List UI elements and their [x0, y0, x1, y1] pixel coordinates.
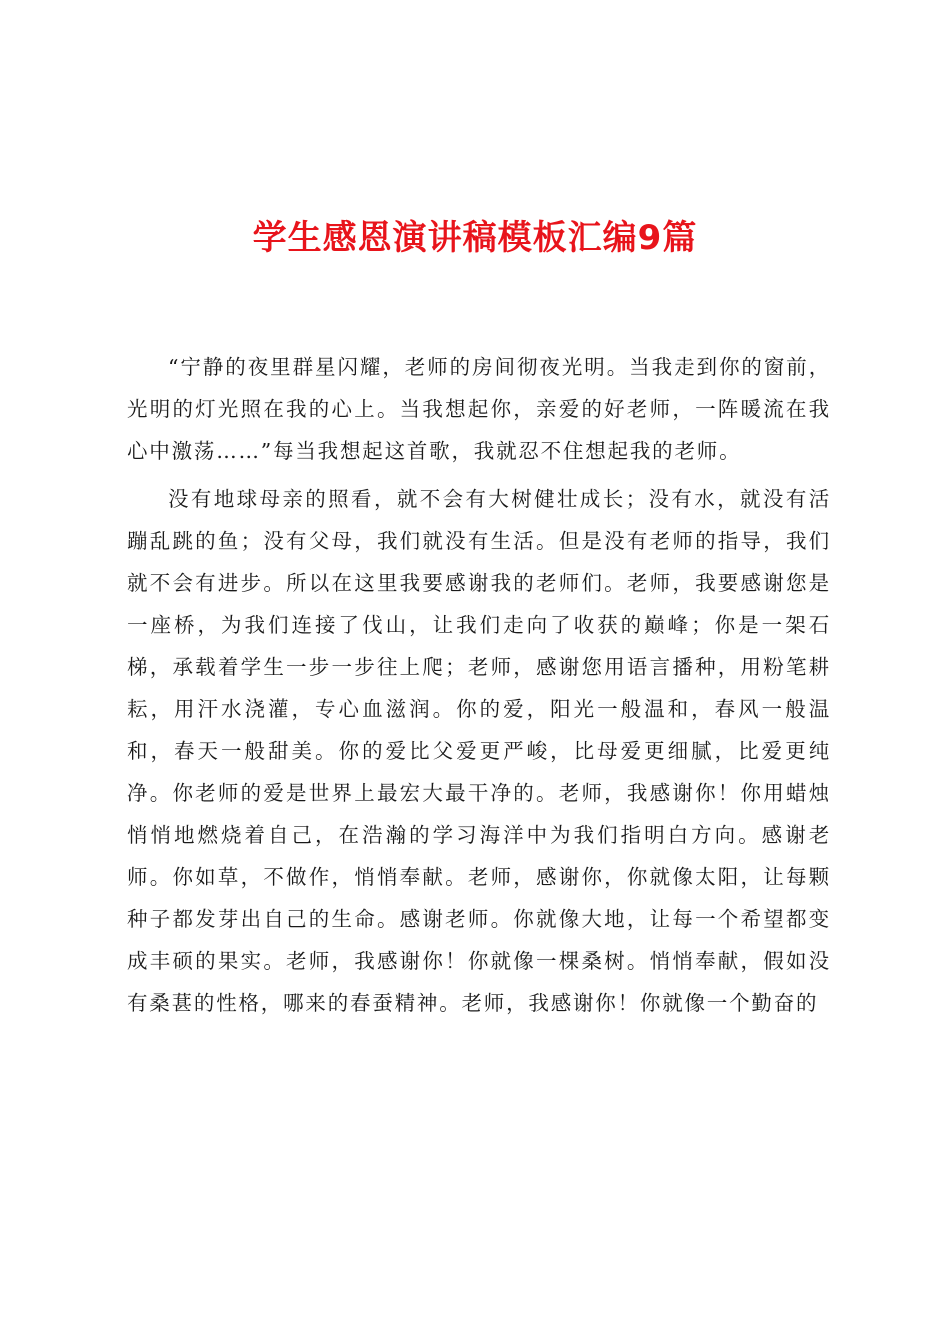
document-body [127, 346, 831, 1030]
body-paragraph: “宁静的夜里群星闪耀，老师的房间彻夜光明。当我走到你的窗前，光明的灯光照在我的心上。当我想起你，亲爱的好老师，一阵暖流在我心中激荡……”每当我想起这首歌，我就忍不住想起我的老师。 [127, 355, 831, 463]
body-paragraph: 没有地球母亲的照看，就不会有大树健壮成长；没有水，就没有活蹦乱跳的鱼；没有父母，我们就没有生活。但是没有老师的指导，我们就不会有进步。所以在这里我要感谢我的老师们。老师，我要感谢您是一座桥，为我们连接了伐山，让我们走向了收获的巅峰；你是一架石梯，承载着学生一步一步往上爬；老师，感谢您用语言播种，用粉笔耕耘，用汗水浇灌，专心血滋润。你的爱，阳光一般温和，春风一般温和，春天一般甜美。你的爱比父爱更严峻，比母爱更细腻，比爱更纯净。你老师的爱是世界上最宏大最干净的。老师，我感谢你！你用蜡烛悄悄地燃烧着自己，在浩瀚的学习海洋中为我们指明白方向。感谢老师。你如草，不做作，悄悄奉献。老师，感谢你，你就像太阳，让每颗种子都发芽出自己的生命。感谢老师。你就像大地，让每一个希望都变成丰硕的果实。老师，我感谢你！你就像一棵桑树。悄悄奉献，假如没有桑葚的性格，哪来的春蚕精神。老师，我感谢你！你就像一个勤奋的 [127, 487, 831, 1015]
document-title: 学生感恩演讲稿模板汇编9篇 [252, 218, 698, 258]
